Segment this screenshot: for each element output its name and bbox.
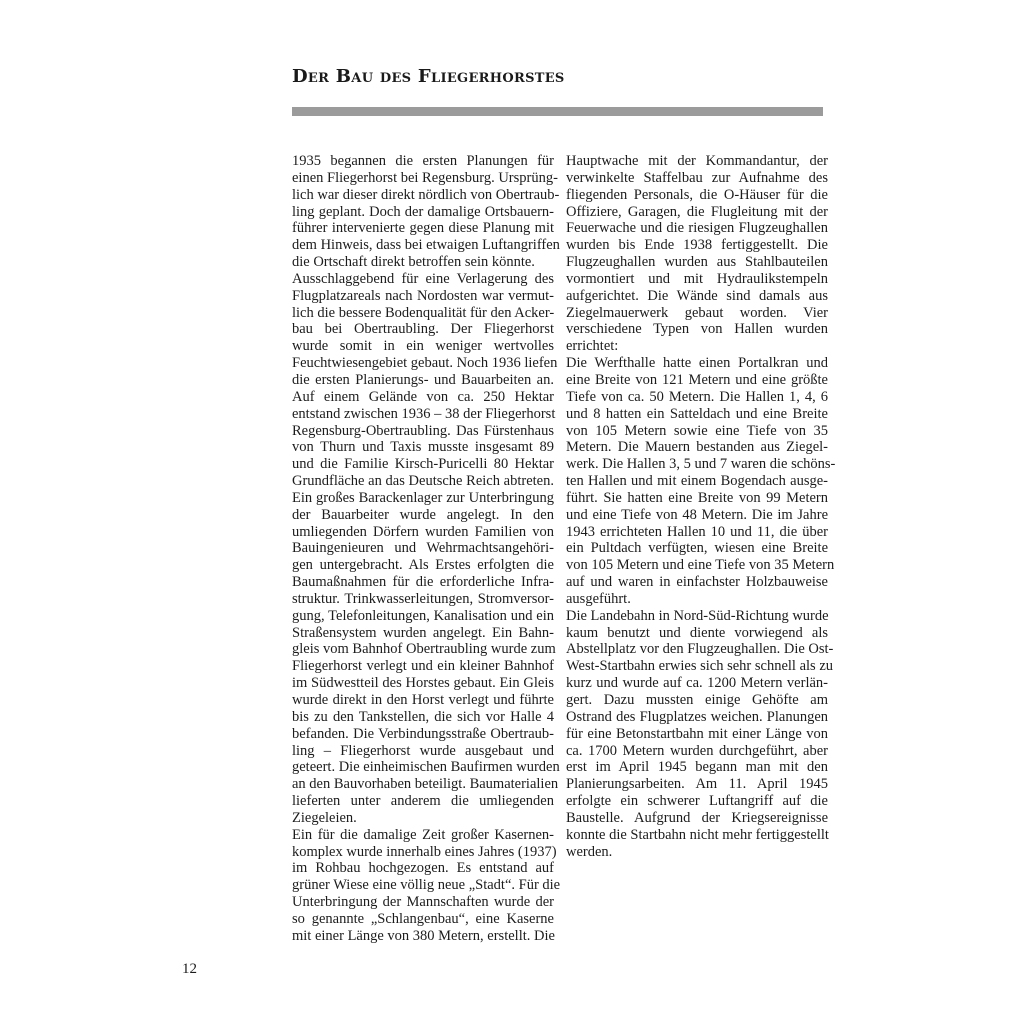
text-line: so genannte „Schlangenbau“, eine Kaserne — [292, 910, 554, 927]
text-line: dem Hinweis, dass bei etwaigen Luftangriffen — [292, 237, 560, 254]
page-title: Der Bau des Fliegerhorstes — [292, 66, 565, 87]
text-line: Straßensystem wurden angelegt. Ein Bahn- — [292, 624, 554, 641]
text-line: gen untergebracht. Als Erstes erfolgten die — [292, 557, 554, 574]
text-line: gert. Dazu mussten einige Gehöfte am — [566, 692, 828, 708]
text-line: von 105 Metern sowie eine Tiefe von 35 — [566, 422, 828, 439]
title-rule — [292, 107, 823, 116]
text-line: ten Hallen und mit einem Bogendach ausge- — [566, 473, 828, 490]
text-line: werk. Die Hallen 3, 5 und 7 waren die schöns- — [566, 456, 836, 473]
text-line: für eine Betonstartbahn mit einer Länge von — [566, 725, 828, 742]
text-line: im Südwestteil des Horstes gebaut. Ein Gleis — [292, 675, 554, 692]
text-line: und eine Tiefe von 48 Metern. Die im Jahre — [566, 506, 828, 523]
text-line: Ostrand des Flugplatzes weichen. Planungen — [566, 708, 828, 725]
text-line: errichtet: — [566, 338, 619, 355]
text-line: von 105 Metern und eine Tiefe von 35 Metern — [566, 557, 835, 574]
text-line: Regensburg-Obertraubling. Das Fürstenhaus — [292, 422, 554, 439]
text-line: Offiziere, Garagen, die Flugleitung mit der — [566, 203, 828, 220]
text-line: ein Pultdach verfügten, wiesen eine Breite — [566, 540, 828, 557]
text-line: Tiefe von ca. 50 Metern. Die Hallen 1, 4, 6 — [566, 388, 828, 405]
text-line: werden. — [566, 843, 613, 860]
text-line: befanden. Die Verbindungsstraße Obertraub- — [292, 725, 554, 742]
text-line: kaum benutzt und diente vorwiegend als — [566, 624, 828, 641]
text-line: Ein für die damalige Zeit großer Kasernen- — [292, 826, 554, 843]
text-line: Feuchtwiesengebiet gebaut. Noch 1936 liefen — [292, 355, 558, 372]
text-line: erfolgte ein schwerer Luftangriff auf die — [566, 793, 828, 810]
text-line: Die Landebahn in Nord-Süd-Richtung wurde — [566, 607, 829, 624]
text-line: auf und waren in einfachster Holzbauweise — [566, 574, 828, 591]
text-line: Baustelle. Aufgrund der Kriegsereignisse — [566, 809, 828, 826]
text-line: ling – Fliegerhorst wurde ausgebaut und — [292, 742, 554, 759]
text-line: und die Familie Kirsch-Puricelli 80 Hektar — [292, 456, 554, 473]
text-line: Abstellplatz vor den Flugzeughallen. Die Ost- — [566, 641, 834, 658]
text-line: komplex wurde innerhalb eines Jahres (1937) — [292, 843, 557, 860]
text-line: Flugzeughallen wurden aus Stahlbauteilen — [566, 254, 828, 271]
text-line: eine Breite von 121 Metern und eine größte — [566, 371, 828, 388]
text-line: mit einer Länge von 380 Metern, erstellt. Die — [292, 927, 555, 944]
text-line: aufgerichtet. Die Wände sind damals aus — [566, 287, 828, 304]
text-line: bis zu den Tankstellen, die sich vor Halle 4 — [292, 708, 554, 725]
text-line: umliegenden Dörfern wurden Familien von — [292, 523, 554, 540]
text-line: im Rohbau hochgezogen. Es entstand auf — [292, 860, 554, 877]
right-text-column — [566, 153, 836, 860]
text-line: wurde direkt in den Horst verlegt und führte — [292, 692, 554, 708]
text-line: Auf einem Gelände von ca. 250 Hektar — [292, 388, 554, 405]
text-line: Baumaßnahmen für die erforderliche Infra- — [292, 574, 554, 591]
text-line: Metern. Die Mauern bestanden aus Ziegel- — [566, 439, 828, 456]
text-line: grüner Wiese eine völlig neue „Stadt“. Für die — [292, 877, 561, 894]
text-line: Grundfläche an das Deutsche Reich abtreten. — [292, 473, 554, 490]
text-line: und 8 hatten ein Satteldach und eine Breite — [566, 405, 828, 422]
text-line: fliegenden Personals, die O-Häuser für die — [566, 186, 828, 203]
text-line: Ziegelmauerwerk gebaut worden. Vier — [566, 304, 828, 321]
text-line: die ersten Planierungs- und Bauarbeiten an. — [292, 371, 554, 388]
text-line: entstand zwischen 1936 – 38 der Fliegerhorst — [292, 405, 556, 422]
text-line: erst im April 1945 begann man mit den — [566, 759, 828, 776]
text-line: konnte die Startbahn nicht mehr fertiggestellt — [566, 826, 829, 843]
left-text-column — [292, 153, 561, 945]
text-line: verwinkelte Staffelbau zur Aufnahme des — [566, 169, 828, 186]
text-line: Ein großes Barackenlager zur Unterbringung — [292, 489, 554, 506]
text-line: Planierungsarbeiten. Am 11. April 1945 — [566, 776, 828, 793]
text-line: Die Werfthalle hatte einen Portalkran und — [566, 355, 828, 372]
text-line: Flugplatzareals nach Nordosten war vermut- — [292, 287, 554, 304]
text-line: von Thurn und Taxis musste insgesamt 89 — [292, 439, 554, 456]
text-line: bau bei Obertraubling. Der Fliegerhorst — [292, 321, 554, 338]
text-line: die Ortschaft direkt betroffen sein könnte. — [292, 254, 535, 271]
text-line: Hauptwache mit der Kommandantur, der — [566, 153, 828, 169]
text-line: West-Startbahn erwies sich sehr schnell als zu — [566, 658, 834, 675]
text-line: wurden bis Ende 1938 fertiggestellt. Die — [566, 237, 828, 254]
text-line: struktur. Trinkwasserleitungen, Stromversor- — [292, 590, 554, 607]
text-line: kurz und wurde auf ca. 1200 Metern verlän- — [566, 675, 828, 692]
text-line: ling geplant. Doch der damalige Ortsbauern- — [292, 203, 554, 220]
page-number: 12 — [182, 961, 197, 977]
text-line: geteert. Die einheimischen Baufirmen wurden — [292, 759, 560, 776]
text-line: führt. Sie hatten eine Breite von 99 Metern — [566, 489, 828, 506]
text-line: ca. 1700 Metern wurden durchgeführt, aber — [566, 742, 828, 759]
text-line: ausgeführt. — [566, 590, 631, 607]
text-line: vormontiert und mit Hydraulikstempeln — [566, 270, 828, 287]
text-line: gung, Telefonleitungen, Kanalisation und ein — [292, 607, 554, 624]
text-line: Fliegerhorst verlegt und ein kleiner Bahnhof — [292, 658, 554, 675]
text-line: Bauingenieuren und Wehrmachtsangehöri- — [292, 540, 554, 557]
text-line: Unterbringung der Mannschaften wurde der — [292, 894, 554, 911]
text-line: an den Bauvorhaben beteiligt. Baumaterialien — [292, 776, 559, 793]
text-line: einen Fliegerhorst bei Regensburg. Ursprüng- — [292, 169, 558, 186]
text-line: lich die bessere Bodenqualität für den Acker- — [292, 304, 555, 321]
text-line: verschiedene Typen von Hallen wurden — [566, 321, 828, 338]
text-line: gleis vom Bahnhof Obertraubling wurde zum — [292, 641, 556, 658]
text-line: lich war dieser direkt nördlich von Obertraub- — [292, 186, 560, 203]
text-line: wurde somit in ein weniger wertvolles — [292, 338, 554, 355]
text-line: Ausschlaggebend für eine Verlagerung des — [292, 270, 554, 287]
text-line: 1935 begannen die ersten Planungen für — [292, 153, 554, 169]
text-line: Feuerwache und die riesigen Flugzeughallen — [566, 220, 828, 237]
text-line: 1943 errichteten Hallen 10 und 11, die über — [566, 523, 828, 540]
text-line: Ziegeleien. — [292, 809, 357, 826]
text-line: führer intervenierte gegen diese Planung mit — [292, 220, 554, 237]
text-line: lieferten unter anderem die umliegenden — [292, 793, 554, 810]
text-line: der Bauarbeiter wurde angelegt. In den — [292, 506, 554, 523]
